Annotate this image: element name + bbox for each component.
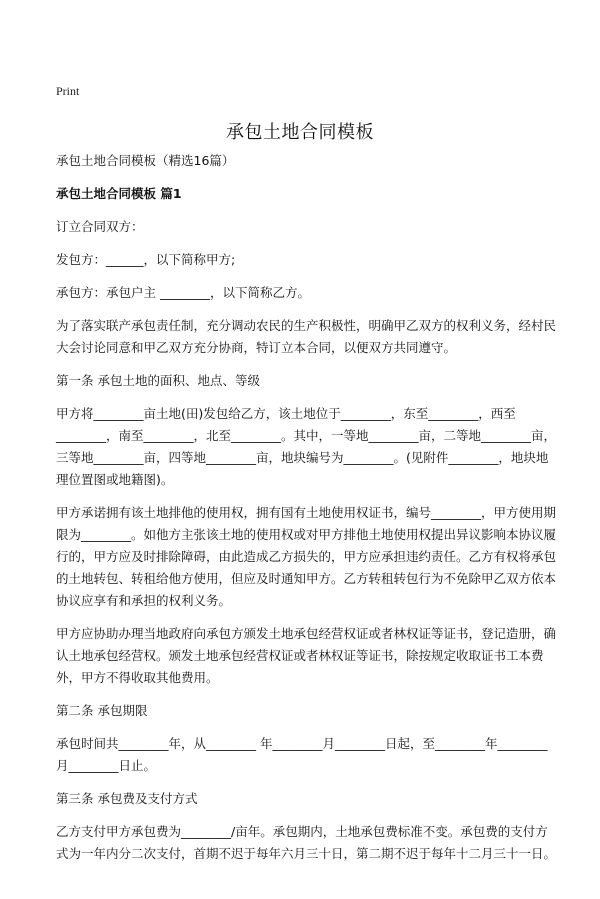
article-2-title: 第二条 承包期限 — [56, 703, 148, 718]
print-label: Print — [56, 84, 80, 98]
article-2-term: 承包时间共________年，从________ 年________月________日起，至________年________月________日止。 — [56, 736, 548, 773]
article-1-land-details: 甲方将________亩土地(田)发包给乙方，该土地位于________，东至________，西至________，南至________，北至________。其中，一等地________亩，二等地________亩，三等地________亩，四等地________亩，地块编号为________。(见附件________，地块地理位置图或地籍图)。 — [56, 406, 557, 487]
article-1-title: 第一条 承包土地的面积、地点、等级 — [56, 373, 260, 388]
article-3-payment: 乙方支付甲方承包费为________/亩年。承包期内，土地承包费标准不变。承包费的支付方式为一年内分二次支付，首期不迟于每年六月三十日，第二期不迟于每年十二月三十一日。 — [56, 824, 557, 861]
document-subtitle: 承包土地合同模板（精选16篇） — [56, 153, 235, 168]
paragraph-purpose: 为了落实联产承包责任制，充分调动农民的生产积极性，明确甲乙双方的权利义务，经村民大会讨论同意和甲乙双方充分协商，特订立本合同，以便双方共同遵守。 — [56, 318, 557, 355]
paragraph-parties: 订立合同双方： — [56, 219, 144, 234]
paragraph-contractor: 发包方：______，以下简称甲方; — [56, 252, 236, 267]
document-body — [56, 150, 556, 876]
article-1-land-rights: 甲方承诺拥有该土地排他的使用权，拥有国有土地使用权证书，编号________，甲方使用期限为________。如他方主张该土地的使用权或对甲方排他土地使用权提出异议影响本协议履行的，甲方应及时排除障碍，由此造成乙方损失的，甲方应承担违约责任。乙方有权将承包的土地转包、转租给他方使用，但应及时通知甲方。乙方转租转包行为不免除甲乙双方依本协议应享有和承担的权利义务。 — [56, 505, 557, 608]
section-title: 承包土地合同模板 篇1 — [56, 186, 182, 201]
article-3-title: 第三条 承包费及支付方式 — [56, 791, 198, 806]
document-title: 承包土地合同模板 — [226, 122, 374, 143]
article-1-certificates: 甲方应协助办理当地政府向承包方颁发土地承包经营权证或者林权证等证书，登记造册，确认土地承包经营权。颁发土地承包经营权证或者林权证等证书，除按规定收取证书工本费外，甲方不得收取其他费用。 — [56, 626, 557, 685]
paragraph-contractee: 承包方：承包户主 ________，以下简称乙方。 — [56, 285, 310, 300]
